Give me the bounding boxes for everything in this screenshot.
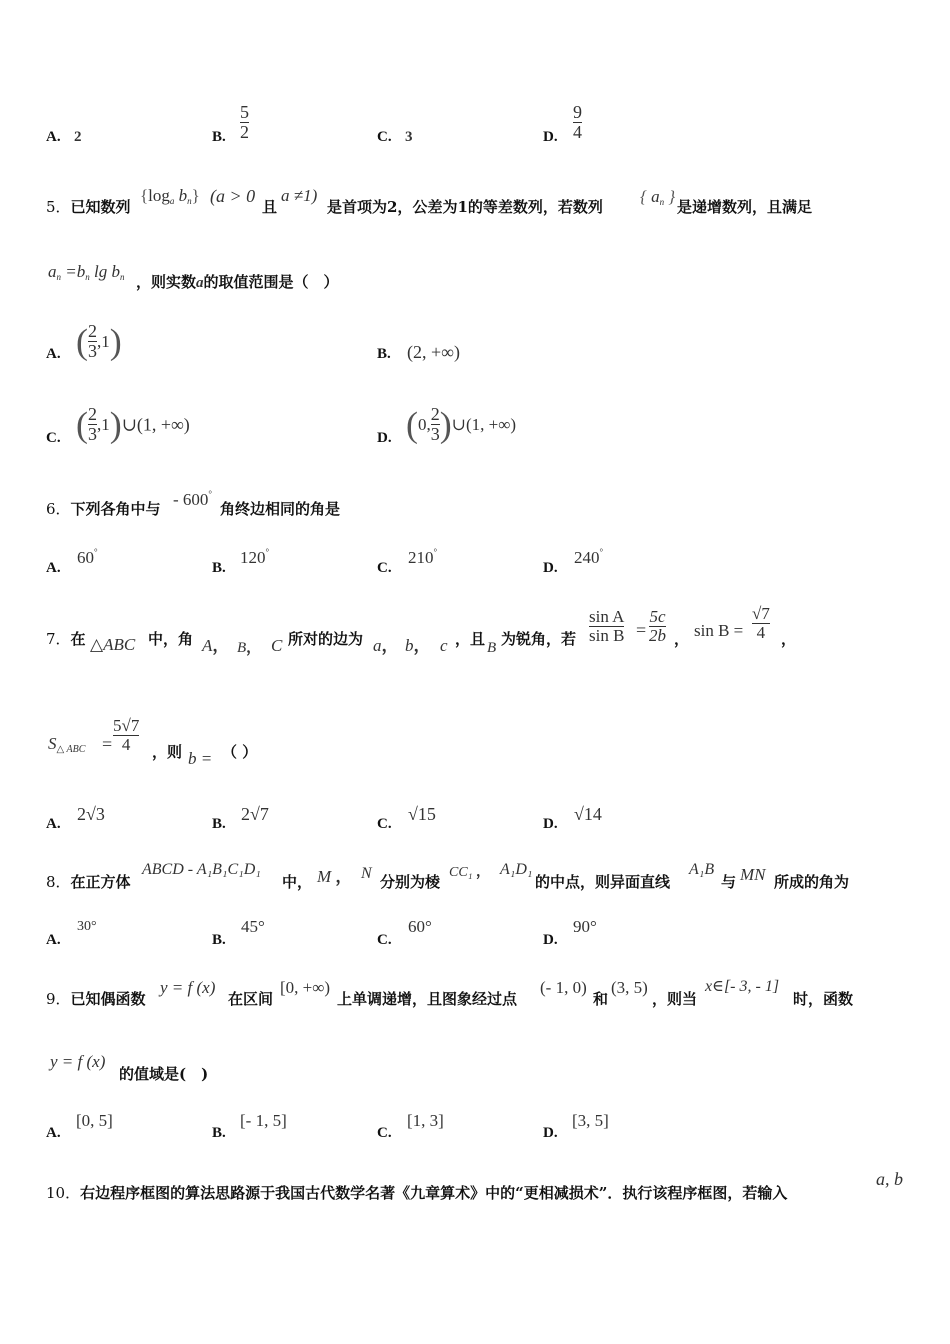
q7-option-d-label: D. — [543, 816, 558, 832]
q5-text-increasing: 是递增数列，且满足 — [677, 198, 813, 216]
q8-option-a-label: A. — [46, 932, 61, 948]
q5-option-c-value: ( $\frac{2}{3}$ ,1)∪(1, +∞) — [76, 404, 190, 445]
q8-option-d-label: D. — [543, 932, 558, 948]
q9-option-b-value: [- 1, 5] — [240, 1111, 287, 1130]
q9-option-c-label: C. — [377, 1125, 392, 1141]
q8-point-n: N — [361, 865, 372, 882]
q7-blank: （ ） — [222, 743, 258, 761]
q8-line-mn: MN — [740, 865, 766, 884]
q7-option-c-value: √15 — [408, 804, 436, 824]
q7-b-equals: b = — [188, 749, 213, 768]
q7-fraction-sin: $\frac{\text{sin A}}{\text{sin B}}$ — [589, 607, 625, 645]
q9-point2: (3, 5) — [611, 978, 648, 997]
q8-cube: ABCD - A₁B₁C₁D₁ — [142, 861, 261, 878]
q7-angle-c: C — [271, 636, 283, 655]
q5-text-and: 且 — [262, 198, 278, 216]
q6-option-c-label: C. — [377, 560, 392, 576]
q5-option-a-value: ( $\frac{2}{3}$ ,1) — [76, 321, 122, 362]
q8-text-midpoints: 的中点，则异面直线 — [535, 873, 671, 891]
q5-question-line1: 5．已知数列 — [46, 198, 131, 216]
q8-option-b-label: B. — [212, 932, 226, 948]
q9-function2: y = f (x) — [50, 1052, 106, 1071]
q7-angle-b: B， — [237, 640, 262, 656]
q8-option-c-label: C. — [377, 932, 392, 948]
q9-text-and: 和 — [593, 990, 609, 1008]
q7-option-a-label: A. — [46, 816, 61, 832]
q8-option-d-value: 90° — [573, 917, 597, 936]
q8-edge-cc1: CC₁ ， — [449, 865, 491, 880]
q7-side-a: a， — [373, 636, 399, 655]
q8-line-a1b: A₁B — [689, 861, 715, 878]
q7-side-b: b， — [405, 636, 431, 655]
q7-area: $S_{\triangle ABC}$ — [48, 734, 86, 755]
q9-option-a-value: [0, 5] — [76, 1111, 113, 1130]
q5-relation: $a_n =b_n$ $\lg b_n$ — [48, 262, 125, 282]
q9-x-range: x∈[- 3, - 1] — [705, 978, 780, 995]
q6-option-d-value: 240° — [574, 547, 604, 567]
q6-option-a-value: 60° — [77, 547, 98, 567]
q7-angle-b2: B — [487, 640, 497, 656]
q7-text-acute: 为锐角，若 — [501, 630, 577, 648]
q7-text-sides: 所对的边为 — [288, 630, 364, 648]
q4-option-b-label: B. — [212, 129, 226, 145]
q6-option-c-value: 210° — [408, 547, 438, 567]
q5-sequence: { $a_n$ } — [640, 187, 676, 207]
q6-option-d-label: D. — [543, 560, 558, 576]
q9-point1: (- 1, 0) — [540, 978, 587, 997]
q4-option-d-fraction: $\frac{9}{4}$ — [573, 102, 582, 142]
q7-triangle: △ABC — [90, 635, 136, 654]
q7-comma2: ， — [781, 630, 797, 648]
q5-option-d-value: (0, $\frac{2}{3}$ )∪(1, +∞) — [406, 404, 517, 445]
q4-option-b-fraction: $\frac{5}{2}$ — [240, 102, 249, 142]
q7-area-equals: = — [102, 734, 113, 754]
q8-text-edges: 分别为棱 — [380, 873, 441, 891]
q7-text-and: ，且 — [455, 630, 486, 648]
q5-log-expression: {$\log_a$ $b_n$} — [140, 186, 200, 206]
q7-comma: ， — [674, 630, 690, 648]
q6-option-a-label: A. — [46, 560, 61, 576]
q8-option-a-value: 30° — [77, 919, 97, 934]
q10-question: 10．右边程序框图的算法思路源于我国古代数学名著《九章算术》中的“更相减损术”．执行该程序框图，若输入 — [46, 1184, 788, 1202]
q7-text-angle: 中，角 — [148, 630, 194, 648]
q6-option-b-value: 120° — [240, 547, 270, 567]
q8-text-with: 与 — [721, 873, 737, 891]
q4-option-a-value: 2 — [74, 129, 82, 145]
q6-question-end: 角终边相同的角是 — [220, 500, 341, 518]
q8-edge-a1d1: A₁D₁ — [500, 861, 533, 878]
q7-option-a-value: 2√3 — [77, 804, 105, 824]
q4-option-d-label: D. — [543, 129, 558, 145]
q7-angle-a: A， — [202, 636, 230, 655]
q9-option-d-value: [3, 5] — [572, 1111, 609, 1130]
q9-text-increasing: 上单调递增，且图象经过点 — [337, 990, 518, 1008]
q9-option-b-label: B. — [212, 1125, 226, 1141]
q7-sinb: sin B = — [694, 621, 744, 640]
q10-inputs: a, b — [876, 1169, 903, 1189]
q5-text-main: 是首项为2，公差为1的等差数列，若数列 — [327, 198, 603, 216]
q8-option-b-value: 45° — [241, 917, 265, 936]
q9-option-a-label: A. — [46, 1125, 61, 1141]
q7-option-d-value: √14 — [574, 804, 602, 824]
q7-option-b-value: 2√7 — [241, 804, 269, 824]
q9-text-when: ，则当 — [652, 990, 698, 1008]
q9-text-function: 时，函数 — [793, 990, 854, 1008]
q9-interval: [0, +∞) — [280, 978, 331, 997]
q8-text-in: 中， — [282, 873, 313, 891]
q7-option-b-label: B. — [212, 816, 226, 832]
q4-option-c-label: C. — [377, 129, 392, 145]
q5-option-c-label: C. — [46, 430, 61, 446]
q4-option-a-label: A. — [46, 129, 61, 145]
q8-point-m: M ， — [317, 867, 353, 886]
q6-question-start: 6．下列各角中与 — [46, 500, 161, 518]
q9-number: 9．已知偶函数 — [46, 990, 146, 1008]
q7-option-c-label: C. — [377, 816, 392, 832]
q7-fraction-area: $\frac{5√7}{4}$ — [113, 716, 140, 754]
q5-condition2: a ≠1) — [281, 186, 318, 205]
q7-number: 7．在 — [46, 630, 86, 648]
q5-text-range: ，则实数a的取值范围是（ ） — [136, 273, 339, 291]
q8-text-angle: 所成的角为 — [774, 873, 850, 891]
q7-fraction-sides: $\frac{5c}{2b}$ — [649, 607, 666, 645]
q7-fraction-sinb: $\frac{√7}{4}$ — [752, 604, 770, 642]
q5-option-a-label: A. — [46, 346, 61, 362]
q7-side-c: c — [440, 636, 448, 655]
q9-option-c-value: [1, 3] — [407, 1111, 444, 1130]
q8-number: 8．在正方体 — [46, 873, 131, 891]
q5-option-d-label: D. — [377, 430, 392, 446]
q9-option-d-label: D. — [543, 1125, 558, 1141]
q9-function: y = f (x) — [160, 978, 216, 997]
q4-option-c-value: 3 — [405, 129, 413, 145]
q9-text-interval: 在区间 — [228, 990, 274, 1008]
q8-option-c-value: 60° — [408, 917, 432, 936]
q5-condition: (a > 0 — [210, 186, 256, 206]
q5-option-b-label: B. — [377, 346, 391, 362]
q6-angle: - 600° — [173, 489, 213, 509]
q7-text-then: ，则 — [152, 743, 183, 761]
q5-option-b-value: (2, +∞) — [407, 342, 460, 362]
q9-text-range: 的值域是( ) — [119, 1065, 209, 1083]
q7-equals: = — [636, 620, 647, 640]
q6-option-b-label: B. — [212, 560, 226, 576]
